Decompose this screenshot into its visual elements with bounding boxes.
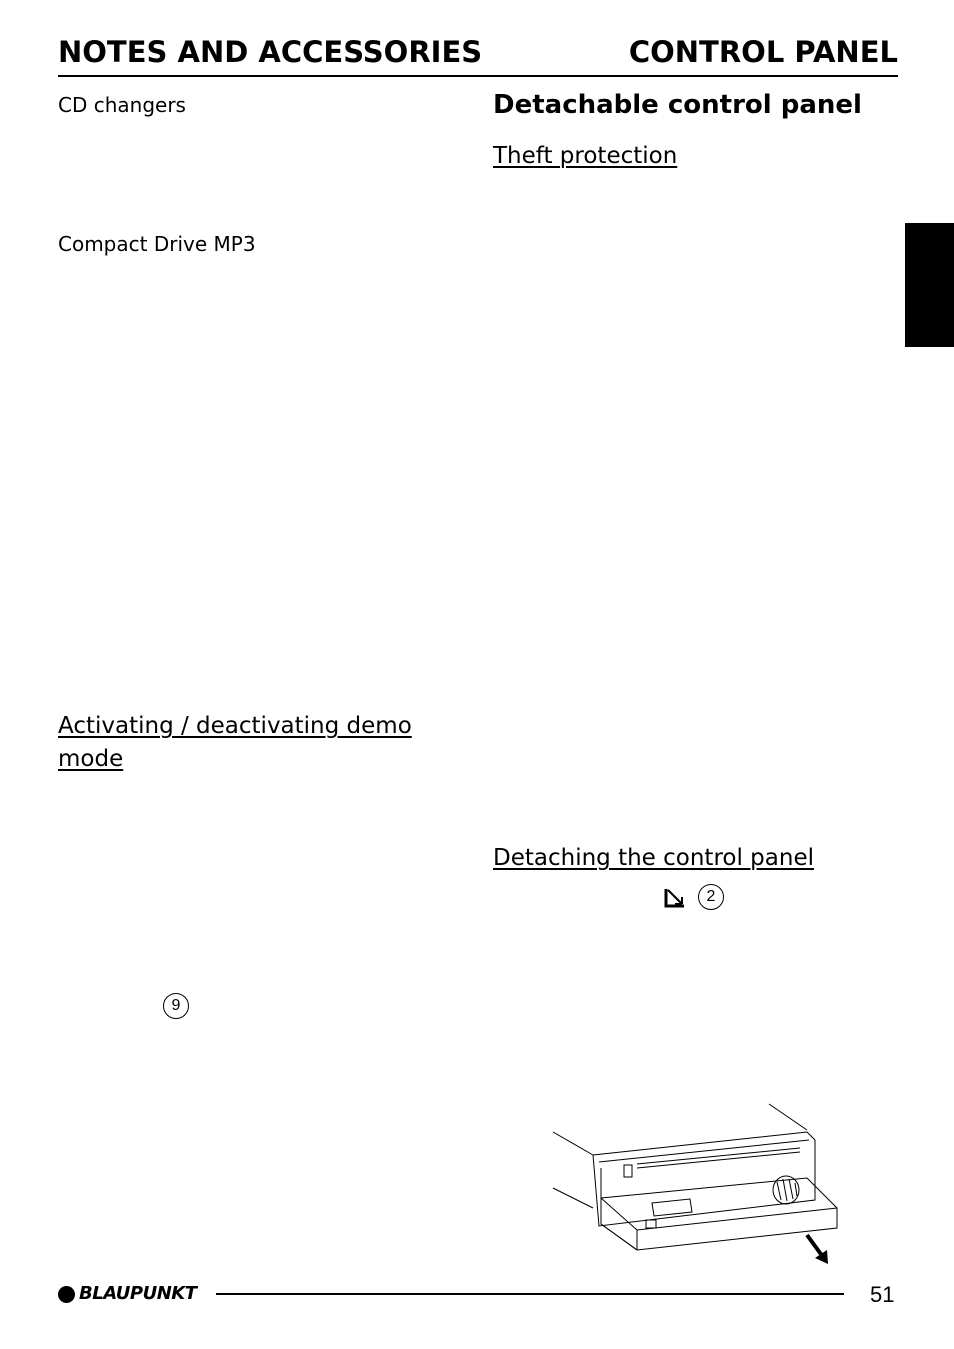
reference-number-9: 9 [163, 993, 189, 1019]
page-number: 51 [870, 1282, 895, 1307]
header-right-title: CONTROL PANEL [628, 35, 898, 69]
demo-mode-line1: Activating / deactivating demo [58, 713, 412, 739]
header-rule [58, 75, 898, 77]
brand-logo-text: BLAUPUNKT [79, 1283, 197, 1304]
car-radio-illustration [545, 1100, 845, 1270]
header-left-title: NOTES AND ACCESSORIES [58, 35, 483, 69]
detaching-heading: Detaching the control panel [493, 845, 814, 871]
brand-logo [58, 1283, 197, 1305]
compact-drive-heading: Compact Drive MP3 [58, 232, 256, 256]
release-button-icon [663, 887, 687, 909]
thumb-tab [905, 223, 954, 347]
cd-changers-heading: CD changers [58, 93, 186, 117]
reference-number-2: 2 [698, 884, 724, 910]
demo-mode-heading [58, 710, 412, 776]
theft-protection-heading: Theft protection [493, 143, 678, 169]
brand-logo-dot [58, 1286, 75, 1303]
footer-rule [216, 1293, 844, 1295]
section-title: Detachable control panel [493, 90, 862, 120]
demo-mode-line2: mode [58, 746, 124, 772]
